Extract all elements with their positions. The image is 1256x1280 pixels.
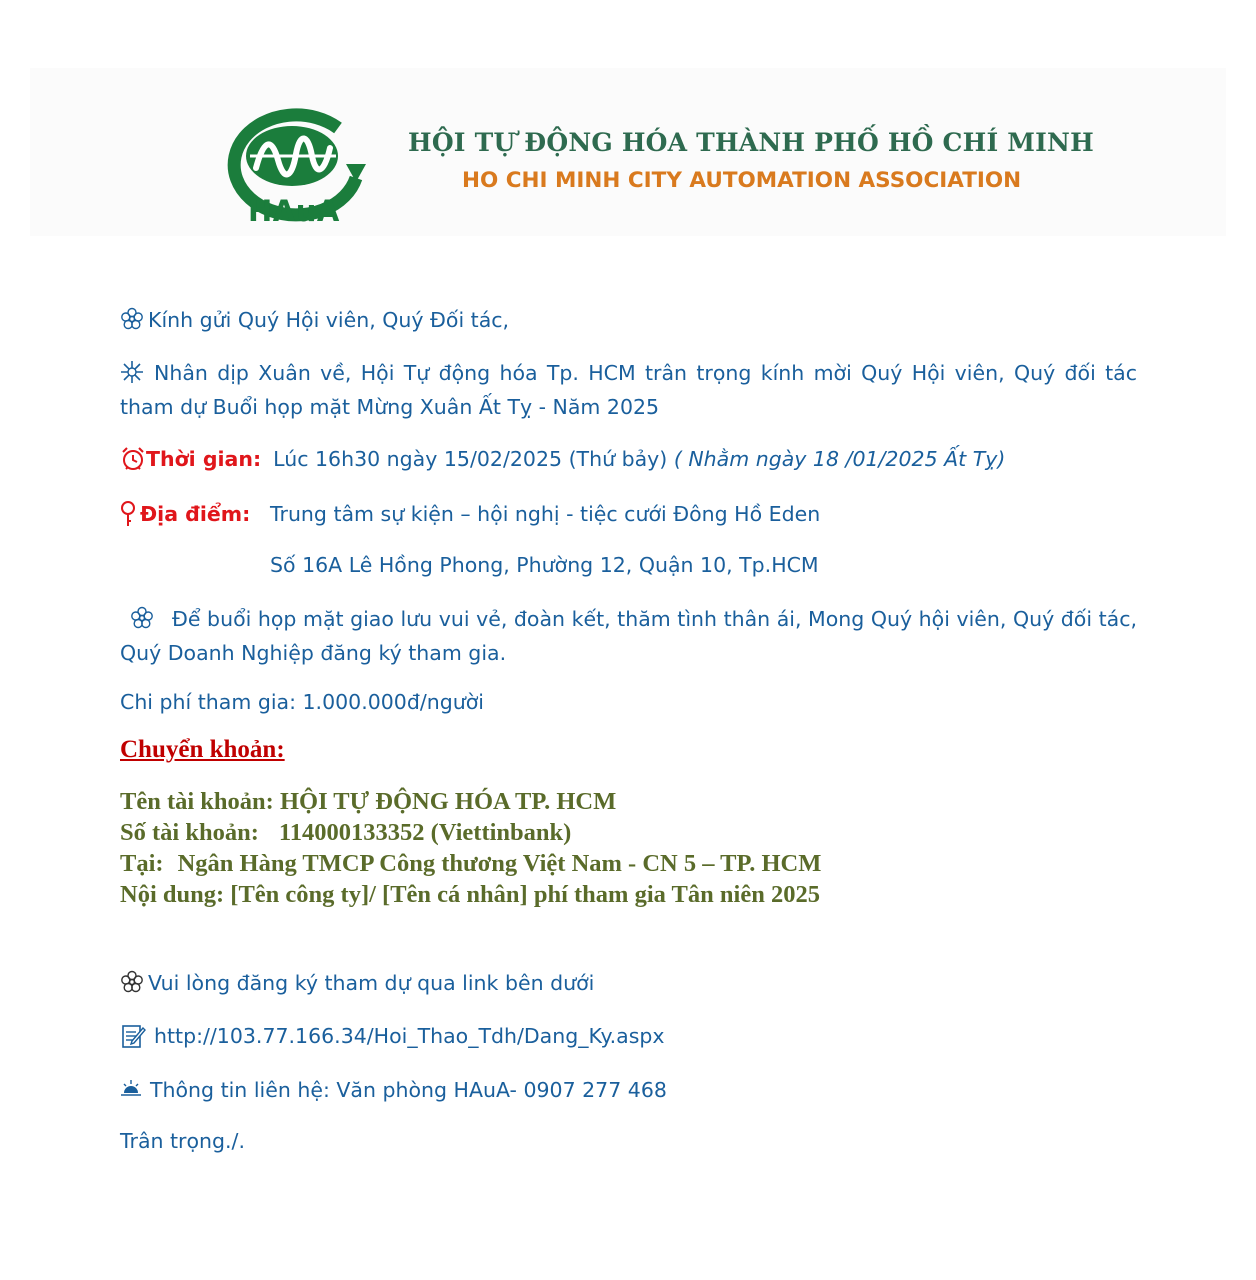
time-line xyxy=(120,442,1005,476)
time-lunar: ( Nhằm ngày 18 /01/2025 Ất Tỵ) xyxy=(673,447,1006,471)
register-link[interactable]: http://103.77.166.34/Hoi_Thao_Tdh/Dang_Ky.aspx xyxy=(154,1024,665,1048)
time-value: Lúc 16h30 ngày 15/02/2025 (Thứ bảy) xyxy=(273,447,668,471)
account-name: Tên tài khoản: HỘI TỰ ĐỘNG HÓA TP. HCM xyxy=(120,788,617,815)
contact-text: Thông tin liên hệ: Văn phòng HAuA- 0907 277 468 xyxy=(150,1078,667,1102)
logo-text: HAuA xyxy=(248,194,340,228)
register-prompt: Vui lòng đăng ký tham dự qua link bên dưới xyxy=(148,971,595,995)
fee-line: Chi phí tham gia: 1.000.000đ/người xyxy=(120,690,484,714)
flower-icon xyxy=(130,606,154,630)
org-name-vn: HỘI TỰ ĐỘNG HÓA THÀNH PHỐ HỒ CHÍ MINH xyxy=(408,128,1094,157)
haua-logo xyxy=(220,98,368,230)
org-name-en: HO CHI MINH CITY AUTOMATION ASSOCIATION xyxy=(462,168,1022,193)
encourage-text: Để buổi họp mặt giao lưu vui vẻ, đoàn kết, thăm tình thân ái, Mong Quý hội viên, Quý đối tác, Quý Doanh Nghiệp đăng ký tham gia. xyxy=(120,607,1137,665)
flower-icon xyxy=(120,970,144,994)
link-line xyxy=(120,1019,665,1053)
sparkle-icon xyxy=(120,360,144,384)
closing-line: Trân trọng./. xyxy=(120,1129,245,1153)
greeting-text: Kính gửi Quý Hội viên, Quý Đối tác, xyxy=(148,308,510,332)
place-name: Trung tâm sự kiện – hội nghị - tiệc cưới Đông Hồ Eden xyxy=(270,502,821,526)
time-label: Thời gian: xyxy=(146,447,262,471)
account-number-line xyxy=(120,817,821,848)
pin-icon xyxy=(120,501,136,525)
transfer-content: Nội dung: [Tên công ty]/ [Tên cá nhân] phí tham gia Tân niên 2025 xyxy=(120,881,820,908)
flower-icon xyxy=(120,307,144,331)
greeting-line xyxy=(120,303,509,337)
bank-label: Tại: xyxy=(120,850,164,877)
memo-icon xyxy=(120,1023,144,1047)
bank-value: Ngân Hàng TMCP Công thương Việt Nam - CN 5 – TP. HCM xyxy=(177,850,822,877)
account-number-value: 114000133352 (Viettinbank) xyxy=(278,819,572,846)
sunrise-icon xyxy=(120,1077,142,1101)
alarm-clock-icon xyxy=(120,446,144,470)
place-line xyxy=(120,497,250,531)
bank-details xyxy=(120,786,821,910)
transfer-heading: Chuyển khoản: xyxy=(120,736,285,763)
invitation-text: Nhân dịp Xuân về, Hội Tự động hóa Tp. HCM trân trọng kính mời Quý Hội viên, Quý đối tác tham dự Buổi họp mặt Mừng Xuân Ất Tỵ - Năm 2025 xyxy=(120,361,1137,419)
invitation-paragraph xyxy=(120,356,1137,424)
place-address: Số 16A Lê Hồng Phong, Phường 12, Quận 10, Tp.HCM xyxy=(270,553,819,577)
register-line xyxy=(120,966,594,1000)
contact-line xyxy=(120,1073,667,1107)
place-label: Địa điểm: xyxy=(140,502,251,526)
bank-line xyxy=(120,848,821,879)
encourage-paragraph xyxy=(120,602,1137,670)
account-number-label: Số tài khoản: xyxy=(120,819,259,846)
